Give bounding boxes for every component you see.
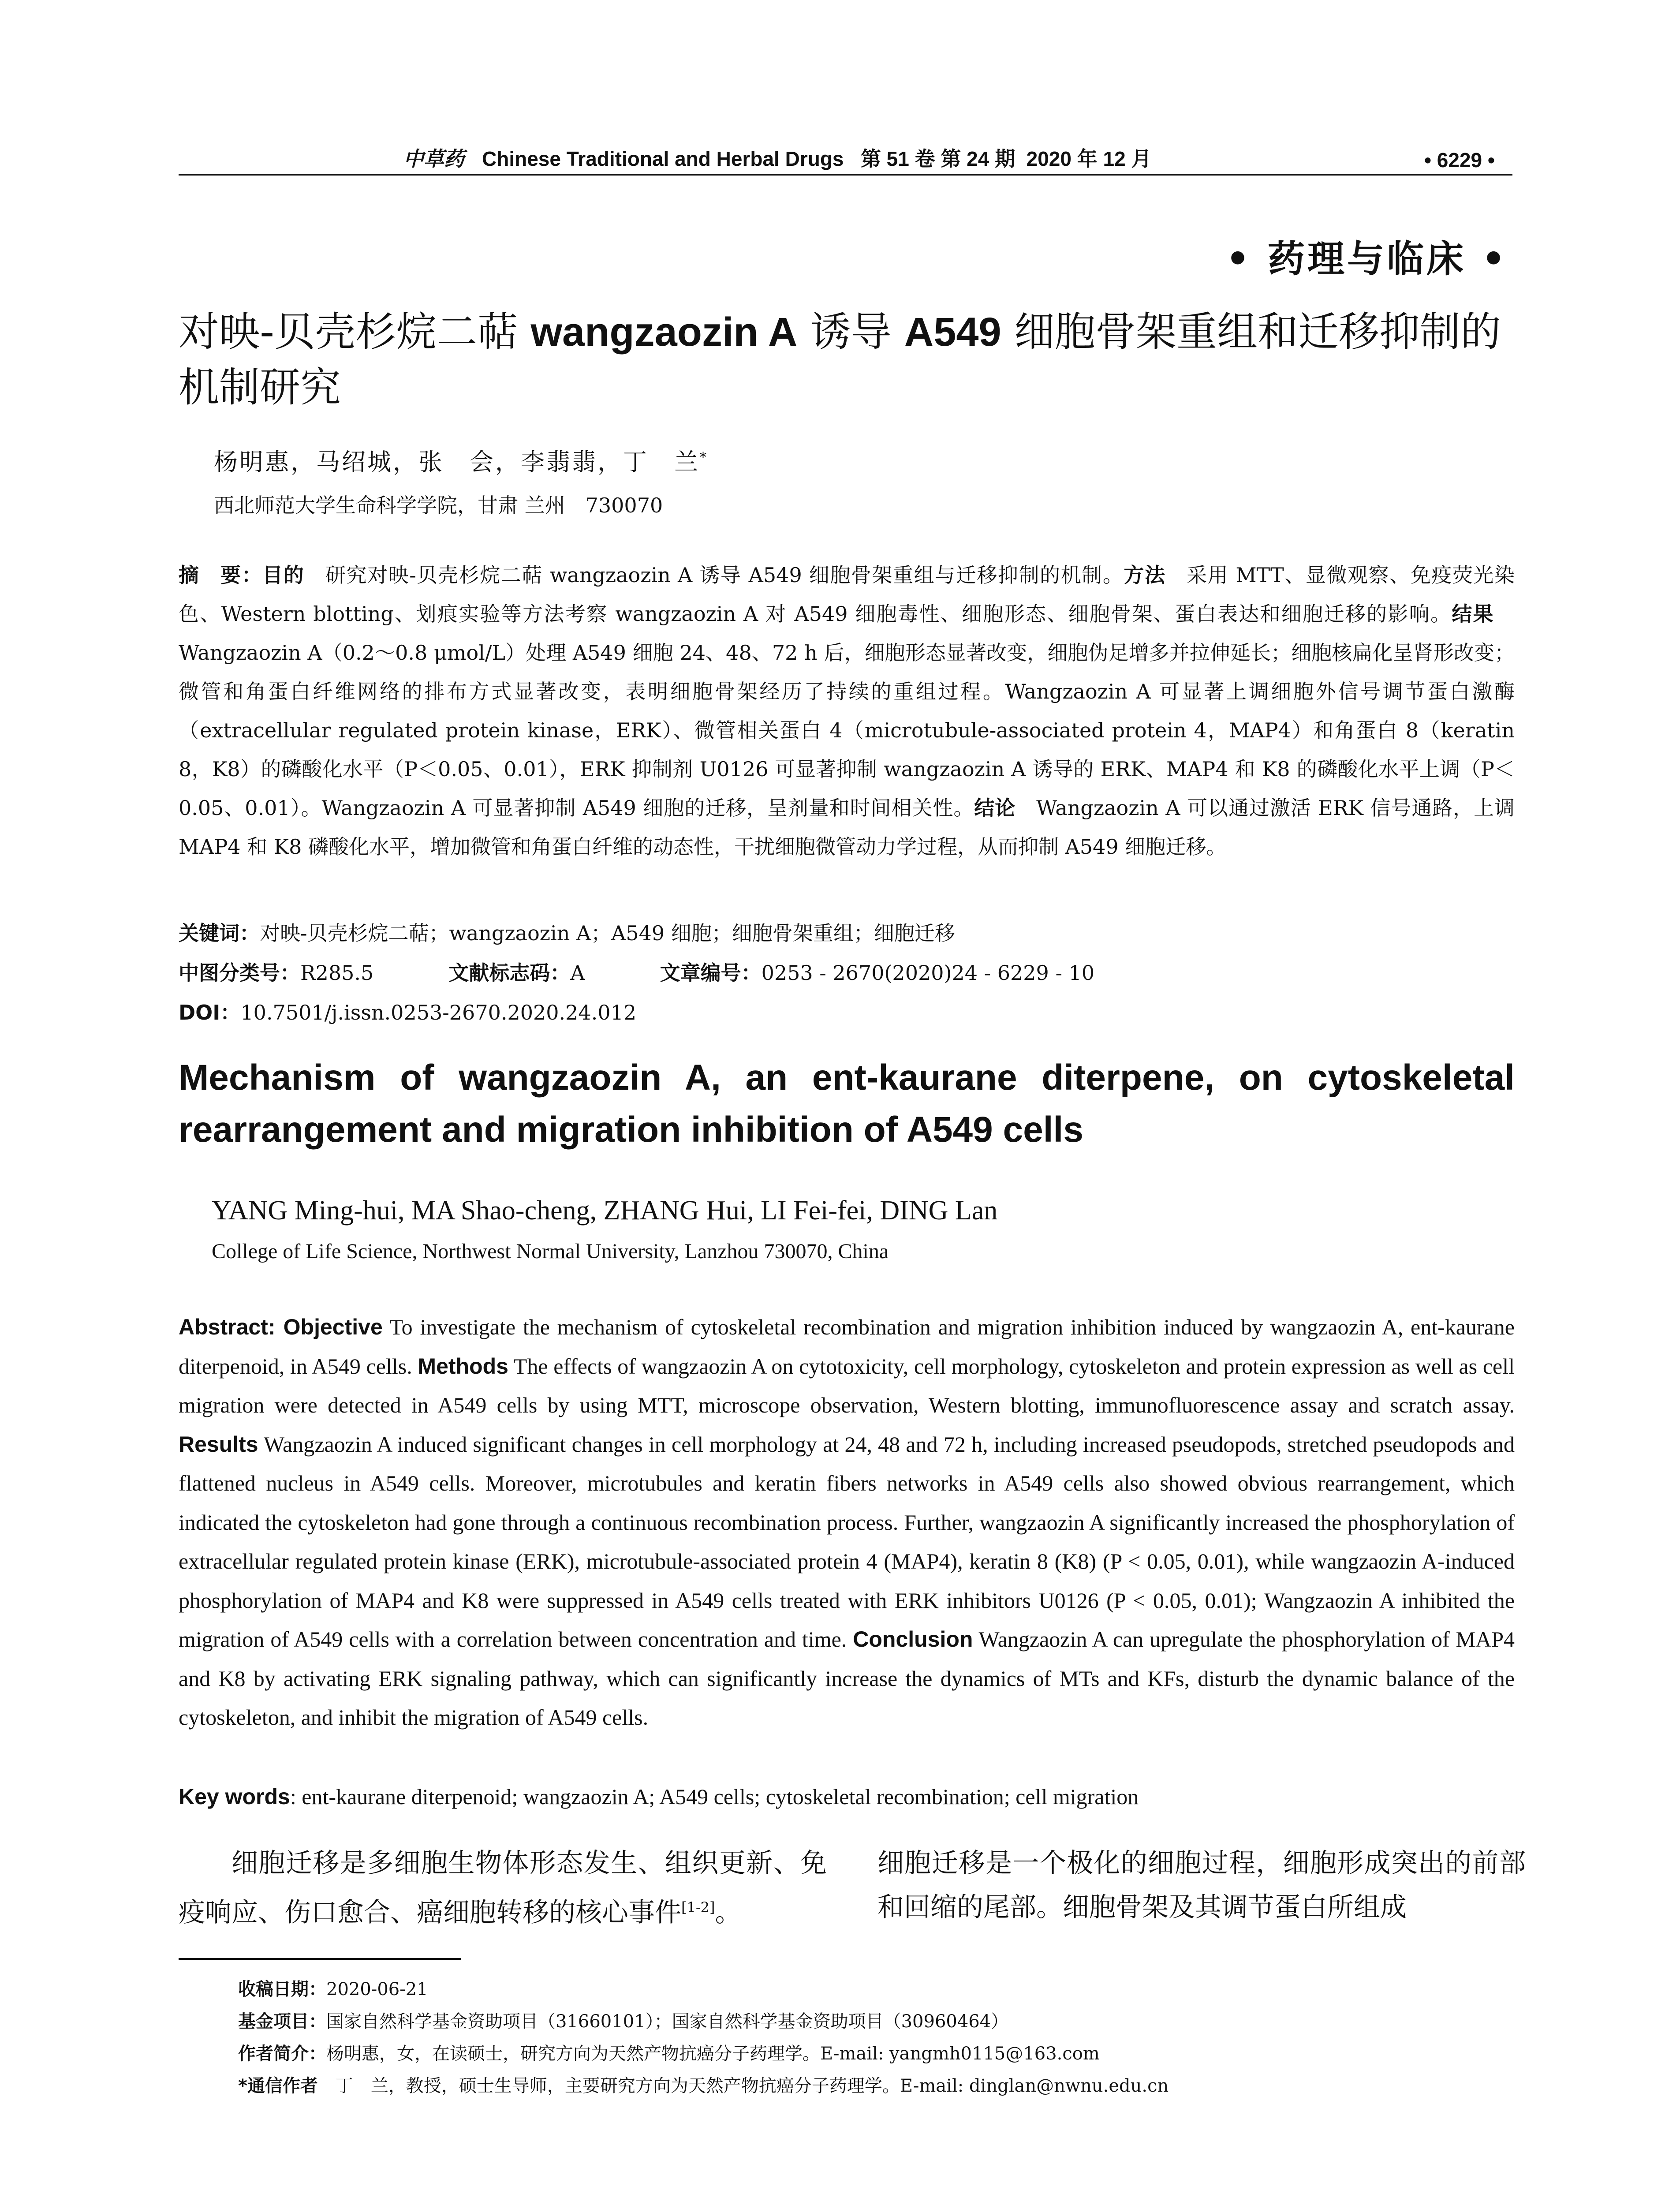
abstract-label: 摘 要： bbox=[179, 563, 263, 587]
doc-code-value: A bbox=[570, 961, 585, 985]
footnote-received bbox=[238, 1973, 1517, 2006]
page-number: • 6229 • bbox=[1424, 149, 1495, 172]
objective-text: 研究对映-贝壳杉烷二萜 wangzaozin A 诱导 A549 细胞骨架重组与迁移抑制的机制。 bbox=[304, 563, 1124, 587]
cn-author-list: 杨明惠，马绍城，张 会，李翡翡，丁 兰 bbox=[214, 448, 700, 476]
author-label: 作者简介： bbox=[238, 2044, 326, 2064]
conclusion-label: 结论 bbox=[974, 796, 1016, 820]
cn-keywords bbox=[179, 917, 955, 946]
clc-value: R285.5 bbox=[300, 961, 374, 985]
cn-title-part: 诱导 bbox=[797, 308, 904, 355]
journal-name-cn: 中草药 bbox=[403, 147, 464, 171]
en-keywords-text: : ent-kaurane diterpenoid; wangzaozin A; A549 cells; cytoskeletal recombination; cell migration bbox=[290, 1784, 1139, 1809]
body-left-column bbox=[179, 1841, 827, 1935]
en-keywords bbox=[179, 1784, 1515, 1809]
cn-title-compound: wangzaozin A bbox=[530, 310, 798, 355]
funding-text: 国家自然科学基金资助项目（31660101）；国家自然科学基金资助项目（30960464） bbox=[326, 2011, 1009, 2032]
citation-ref: [1-2] bbox=[681, 1899, 715, 1916]
doi-line bbox=[179, 997, 636, 1026]
cn-authors bbox=[214, 443, 708, 477]
cn-title-part: 对映-贝壳杉烷二萜 bbox=[179, 308, 531, 355]
results-text: Wangzaozin A（0.2～0.8 μmol/L）处理 A549 细胞 24、48、72 h 后，细胞形态显著改变，细胞伪足增多并拉伸延长；细胞核扁化呈肾形改变；微管和角蛋白纤维网络的排布方式显著改变，表明细胞骨架经历了持续的重组过程。Wangzaozin A 可显著上调细胞外信号调节蛋白激酶（extracellular regulated protein kinase，ERK）、微管相关蛋白 4（microtubule-associated protein 4，MAP4）和角蛋白 8（keratin 8，K8）的磷酸化水平（P＜0.05、0.01），ERK 抑制剂 U0126 可显著抑制 wangzaozin A 诱导的 ERK、MAP4 和 K8 的磷酸化水平上调（P＜0.05、0.01）。Wangzaozin A 可显著抑制 A549 细胞的迁移，呈剂量和时间相关性。 bbox=[179, 602, 1515, 820]
en-affiliation: College of Life Science, Northwest Normal University, Lanzhou 730070, China bbox=[212, 1240, 889, 1263]
classification-line bbox=[179, 957, 1094, 986]
body-left-end: 。 bbox=[715, 1897, 742, 1928]
header-rule bbox=[179, 174, 1512, 176]
doc-code-label: 文献标志码： bbox=[448, 961, 571, 985]
footnote-corresponding bbox=[238, 2070, 1517, 2102]
conclusion-text: Wangzaozin A 可以通过激活 ERK 信号通路，上调 MAP4 和 K8 磷酸化水平，增加微管和角蛋白纤维的动态性，干扰细胞微管动力学过程，从而抑制 A549 细胞迁移。 bbox=[179, 796, 1515, 859]
footnote-funding bbox=[238, 2006, 1517, 2038]
methods-label: 方法 bbox=[1124, 563, 1166, 587]
en-conclusion-text: Wangzaozin A can upregulate the phosphorylation of MAP4 and K8 by activating ERK signaling pathway, which can significantly increase the dynamics of MTs and KFs, disturb the dynamic balance of the cytoskeleton, and inhibit the migration of A549 cells. bbox=[179, 1627, 1515, 1730]
section-label: • 药理与临床 • bbox=[1226, 237, 1508, 280]
running-header bbox=[179, 140, 1512, 176]
received-date: 2020-06-21 bbox=[326, 1979, 428, 1999]
corr-text: 丁 兰，教授，硕士生导师，主要研究方向为天然产物抗癌分子药理学。E-mail: dinglan@nwnu.edu.cn bbox=[317, 2076, 1169, 2096]
received-label: 收稿日期： bbox=[238, 1979, 326, 1999]
corr-label: *通信作者 bbox=[238, 2076, 318, 2096]
journal-info bbox=[403, 143, 1151, 172]
body-right-column bbox=[877, 1841, 1526, 1929]
en-results-text: Wangzaozin A induced significant changes in cell morphology at 24, 48 and 72 h, including increased pseudopods, stretched pseudopods and flattened nucleus in A549 cells. Moreover, microtubules and keratin fibers networks in A549 cells also showed obvious rearrangement, which indicated the cytoskeleton had gone through a continuous recombination process. Further, wangzaozin A significantly increased the phosphorylation of extracellular regulated protein kinase (ERK), microtubule-associated protein 4 (MAP4), keratin 8 (K8) (P < 0.05, 0.01), while wangzaozin A-induced phosphorylation of MAP4 and K8 were suppressed in A549 cells treated with ERK inhibitors U0126 (P < 0.05, 0.01); Wangzaozin A inhibited the migration of A549 cells with a correlation between concentration and time. bbox=[179, 1431, 1515, 1652]
objective-label: 目的 bbox=[262, 563, 305, 587]
en-objective-text: To investigate the mechanism of cytoskeletal recombination and migration inhibition induced by wangzaozin A, ent-kaurane diterpenoid, in A549 cells. bbox=[179, 1315, 1515, 1379]
en-methods-label: Methods bbox=[418, 1353, 508, 1379]
en-results-label: Results bbox=[179, 1431, 258, 1457]
cn-title-cell: A549 bbox=[904, 310, 1001, 355]
methods-text: 采用 MTT、显微观察、免疫荧光染色、Western blotting、划痕实验等方法考察 wangzaozin A 对 A549 细胞毒性、细胞形态、细胞骨架、蛋白表达和细胞迁移的影响。 bbox=[179, 563, 1515, 626]
article-no-label: 文章编号： bbox=[660, 961, 762, 985]
cn-title-part: 细胞骨架重组和迁移抑制的机制研究 bbox=[179, 308, 1501, 411]
results-label: 结果 bbox=[1452, 602, 1494, 626]
en-keywords-label: Key words bbox=[179, 1784, 290, 1809]
cn-abstract bbox=[179, 556, 1515, 866]
journal-issue: Chinese Traditional and Herbal Drugs 第 51 卷 第 24 期 2020 年 12 月 bbox=[482, 147, 1152, 170]
body-left-text: 细胞迁移是多细胞生物体形态发生、组织更新、免疫响应、伤口愈合、癌细胞转移的核心事件 bbox=[179, 1848, 827, 1928]
article-no-value: 0253 - 2670(2020)24 - 6229 - 10 bbox=[761, 961, 1095, 985]
footnote-author bbox=[238, 2038, 1517, 2070]
cn-affiliation: 西北师范大学生命科学学院，甘肃 兰州 730070 bbox=[214, 493, 663, 517]
en-abstract: Abstract: Objective To investigate the mechanism of cytoskeletal recombination and migration inhibition induced by wangzaozin A, ent-kaurane diterpenoid, in A549 cells. Methods The effects of wangzaozin A on cytotoxicity, cell morphology, cytoskeleton and protein expression as well as cell migration were detected in A549 cells by using MTT, microscope observation, Western blotting, immunofluorescence assay and scratch assay. Results Wangzaozin A induced significant changes in cell morphology at 24, 48 and 72 h, including increased pseudopods, stretched pseudopods and flattened nucleus in A549 cells. Moreover, microtubules and keratin fibers networks in A549 cells also showed obvious rearrangement, which indicated the cytoskeleton had gone through a continuous recombination process. Further, wangzaozin A significantly increased the phosphorylation of extracellular regulated protein kinase (ERK), microtubule-associated protein 4 (MAP4), keratin 8 (K8) (P < 0.05, 0.01), while wangzaozin A-induced phosphorylation of MAP4 and K8 were suppressed in A549 cells treated with ERK inhibitors U0126 (P < 0.05, 0.01); Wangzaozin A inhibited the migration of A549 cells with a correlation between concentration and time. Conclusion Wangzaozin A can upregulate the phosphorylation of MAP4 and K8 by activating ERK signaling pathway, which can significantly increase the dynamics of MTs and KFs, disturb the dynamic balance of the cytoskeleton, and inhibit the migration of A549 cells. bbox=[179, 1315, 1515, 1730]
author-text: 杨明惠，女，在读硕士，研究方向为天然产物抗癌分子药理学。E-mail: yangmh0115@163.com bbox=[326, 2044, 1100, 2064]
doi-value: 10.7501/j.issn.0253-2670.2020.24.012 bbox=[240, 1001, 637, 1024]
keywords-text: 对映-贝壳杉烷二萜；wangzaozin A；A549 细胞；细胞骨架重组；细胞迁移 bbox=[260, 921, 955, 945]
cn-title bbox=[179, 304, 1515, 415]
footnote-rule bbox=[179, 1958, 461, 1960]
en-conclusion-label: Conclusion bbox=[853, 1627, 973, 1652]
doi-label: DOI： bbox=[179, 1001, 241, 1024]
clc-label: 中图分类号： bbox=[179, 961, 300, 985]
en-objective-label: Objective bbox=[283, 1315, 383, 1339]
en-title: Mechanism of wangzaozin A, an ent-kaurane diterpene, on cytoskeletal rearrangement and migration inhibition of A549 cells bbox=[179, 1058, 1515, 1150]
corr-mark: * bbox=[700, 450, 708, 465]
en-authors: YANG Ming-hui, MA Shao-cheng, ZHANG Hui, LI Fei-fei, DING Lan bbox=[212, 1196, 998, 1226]
en-abstract-label: Abstract bbox=[179, 1315, 268, 1339]
keywords-label: 关键词： bbox=[179, 921, 260, 945]
en-methods-text: The effects of wangzaozin A on cytotoxicity, cell morphology, cytoskeleton and protein expression as well as cell migration were detected in A549 cells by using MTT, microscope observation, Western blotting, immunofluorescence assay and scratch assay. bbox=[179, 1353, 1515, 1417]
body-right-text: 细胞迁移是一个极化的细胞过程，细胞形成突出的前部和回缩的尾部。细胞骨架及其调节蛋白所组成 bbox=[877, 1848, 1526, 1923]
funding-label: 基金项目： bbox=[238, 2011, 326, 2032]
footnotes bbox=[238, 1973, 1517, 2102]
